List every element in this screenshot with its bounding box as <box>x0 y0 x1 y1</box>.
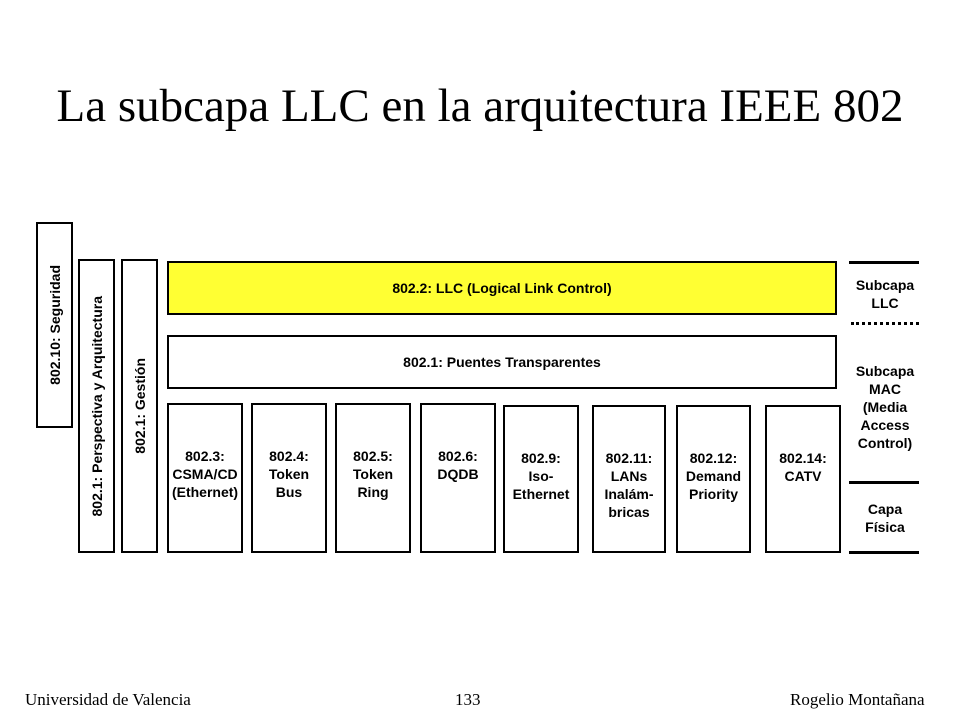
footer-page-number: 133 <box>455 690 481 709</box>
physical-layer-label: Capa Física <box>865 501 905 535</box>
llc-bar-label: 802.2: LLC (Logical Link Control) <box>392 280 612 296</box>
layer-divider-top <box>849 261 919 264</box>
architecture-box <box>78 259 115 553</box>
footer-author: Rogelio Montañana <box>790 690 925 709</box>
standard-box-802-3 <box>167 403 243 553</box>
mac-sublayer-label: Subcapa MAC (Media Access Control) <box>855 363 915 451</box>
architecture-label: 802.1: Perspectiva y Arquitectura <box>88 295 105 517</box>
management-label: 802.1: Gestión <box>131 358 148 454</box>
standard-label: 802.5: Token Ring <box>352 448 394 500</box>
llc-bar <box>167 261 837 315</box>
standard-box-802-9 <box>503 405 579 553</box>
security-box <box>36 222 73 428</box>
standard-label: 802.6: DQDB <box>437 448 479 482</box>
standard-box-802-11 <box>592 405 666 553</box>
standard-label: 802.9: Iso- Ethernet <box>512 450 570 502</box>
standard-label: 802.14: CATV <box>779 450 827 484</box>
standard-box-802-5 <box>335 403 411 553</box>
standard-box-802-12 <box>676 405 751 553</box>
security-label: 802.10: Seguridad <box>46 265 63 385</box>
standard-label: 802.11: LANs Inalám- bricas <box>604 450 654 520</box>
standard-label: 802.4: Token Bus <box>268 448 310 500</box>
bridges-bar-label: 802.1: Puentes Transparentes <box>403 354 601 370</box>
standard-box-802-6 <box>420 403 496 553</box>
llc-sublayer-label: Subcapa LLC <box>855 277 915 311</box>
llc-mac-divider <box>851 322 919 325</box>
footer-institution: Universidad de Valencia <box>25 690 191 709</box>
standard-box-802-4 <box>251 403 327 553</box>
mac-phy-divider <box>849 481 919 484</box>
layer-divider-bottom <box>849 551 919 554</box>
bridges-bar <box>167 335 837 389</box>
standard-box-802-14 <box>765 405 841 553</box>
standard-label: 802.12: Demand Priority <box>685 450 742 502</box>
management-box <box>121 259 158 553</box>
page-title: La subcapa LLC en la arquitectura IEEE 802 <box>56 80 904 132</box>
standard-label: 802.3: CSMA/CD (Ethernet) <box>171 448 239 500</box>
